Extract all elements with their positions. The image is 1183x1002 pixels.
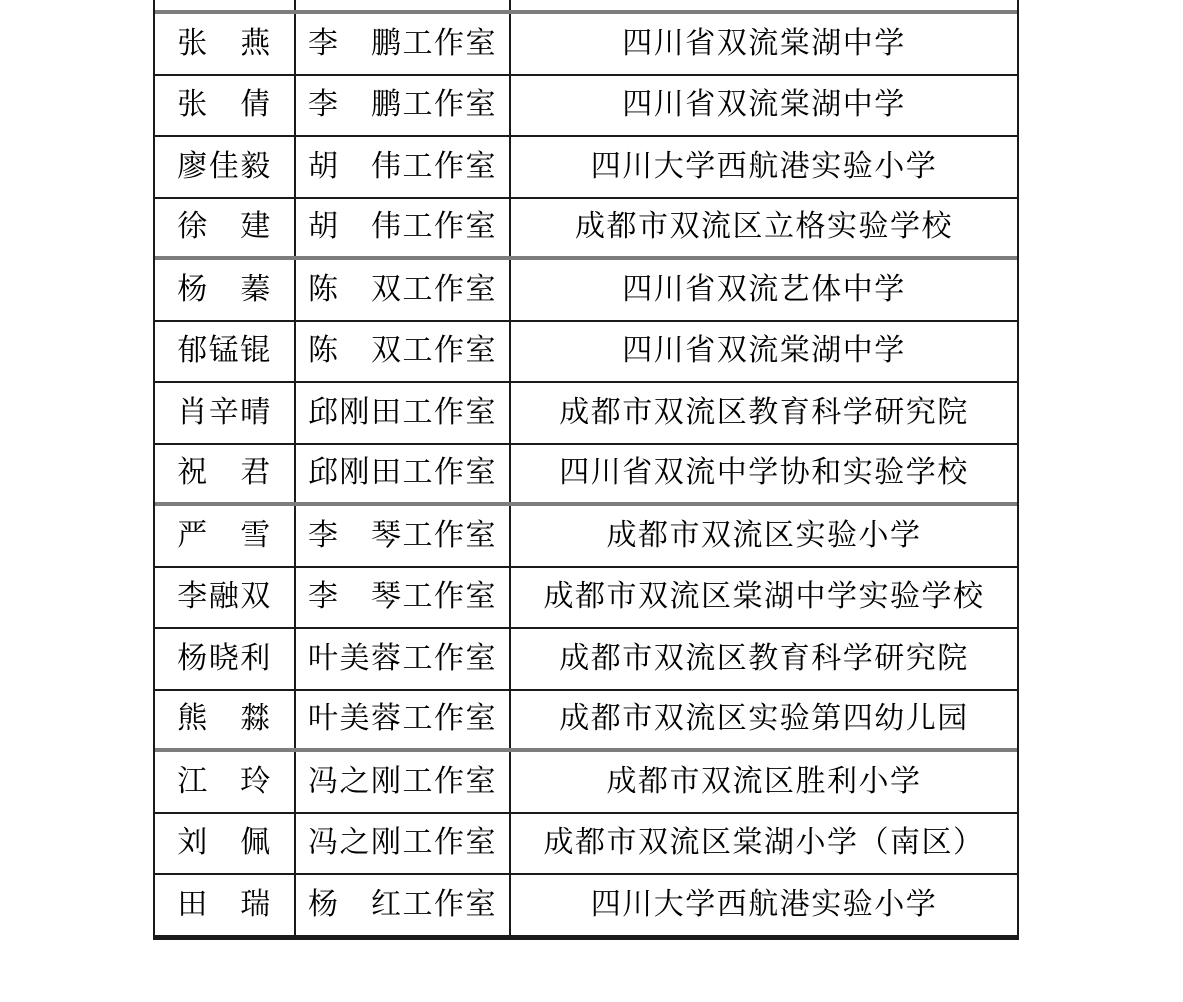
teacher-name: 李融双: [177, 580, 272, 614]
name-cell: [155, 752, 296, 812]
table-row: [155, 691, 1017, 753]
name-cell-inner: [155, 137, 294, 197]
school-cell: [511, 752, 1017, 812]
name-cell: [155, 199, 296, 257]
school-cell-inner: [511, 506, 1017, 566]
studio-cell: [296, 691, 511, 749]
table-row: [155, 629, 1017, 691]
studio-name: 冯之刚工作室: [308, 826, 497, 860]
school-cell: [511, 322, 1017, 382]
studio-name: 陈 双工作室: [308, 334, 497, 368]
studio-cell-inner: [296, 0, 509, 10]
studio-name: 李 琴工作室: [308, 518, 497, 552]
studio-cell: [296, 0, 511, 10]
name-cell: [155, 260, 296, 320]
studio-name: 胡 伟工作室: [308, 210, 497, 244]
name-cell: [155, 383, 296, 443]
studio-cell-inner: [296, 629, 509, 689]
school-cell-inner: [511, 76, 1017, 136]
studio-name: 李 琴工作室: [308, 580, 497, 614]
name-cell: [155, 76, 296, 136]
table-row: [155, 76, 1017, 138]
studio-name: 冯之刚工作室: [308, 764, 497, 798]
studio-cell-inner: [296, 814, 509, 874]
name-cell-inner: [155, 629, 294, 689]
table-row: [155, 445, 1017, 507]
teacher-name: 张 燕: [177, 26, 272, 60]
name-cell: [155, 629, 296, 689]
school-name: 四川省双流中学协和实验学校: [559, 456, 969, 490]
school-cell-inner: [511, 691, 1017, 749]
studio-cell-inner: [296, 506, 509, 566]
name-cell-inner: [155, 260, 294, 320]
name-cell-inner: [155, 199, 294, 257]
name-cell: [155, 568, 296, 628]
studio-cell: [296, 506, 511, 566]
studio-name: 叶美蓉工作室: [308, 641, 497, 675]
studio-cell-inner: [296, 14, 509, 74]
school-cell: [511, 137, 1017, 197]
table-row: [155, 137, 1017, 199]
school-cell: [511, 629, 1017, 689]
name-cell: [155, 0, 296, 10]
studio-name: 陈 双工作室: [308, 272, 497, 306]
school-cell: [511, 76, 1017, 136]
name-cell: [155, 691, 296, 749]
studio-cell: [296, 199, 511, 257]
teacher-name: 徐 建: [177, 210, 272, 244]
name-cell-inner: [155, 445, 294, 503]
teacher-name: 廖佳毅: [177, 149, 272, 183]
name-cell-inner: [155, 814, 294, 874]
teacher-name: 肖辛晴: [177, 395, 272, 429]
school-cell-inner: [511, 260, 1017, 320]
teacher-name: 江 玲: [177, 764, 272, 798]
school-cell-inner: [511, 568, 1017, 628]
school-cell: [511, 506, 1017, 566]
studio-name: 杨 红工作室: [308, 887, 497, 921]
school-cell-inner: [511, 322, 1017, 382]
school-cell-inner: [511, 14, 1017, 74]
school-cell: [511, 14, 1017, 74]
table-row: [155, 875, 1017, 937]
school-cell-inner: [511, 445, 1017, 503]
school-cell: [511, 875, 1017, 935]
name-cell: [155, 322, 296, 382]
table-row: [155, 260, 1017, 322]
studio-cell-inner: [296, 199, 509, 257]
studio-name: 邱刚田工作室: [308, 395, 497, 429]
teacher-name: 郁锰锟: [177, 334, 272, 368]
school-cell-inner: [511, 752, 1017, 812]
school-name: 四川省双流棠湖中学: [622, 88, 906, 122]
studio-cell: [296, 568, 511, 628]
studio-cell: [296, 629, 511, 689]
studio-name: 邱刚田工作室: [308, 456, 497, 490]
studio-cell: [296, 445, 511, 503]
school-name: 四川省双流棠湖中学: [622, 26, 906, 60]
table-row: [155, 0, 1017, 14]
studio-cell: [296, 76, 511, 136]
name-cell: [155, 875, 296, 935]
school-cell: [511, 260, 1017, 320]
school-cell-inner: [511, 137, 1017, 197]
name-cell: [155, 14, 296, 74]
school-cell: [511, 0, 1017, 10]
name-cell: [155, 137, 296, 197]
school-cell-inner: [511, 0, 1017, 10]
name-cell: [155, 445, 296, 503]
name-cell-inner: [155, 322, 294, 382]
studio-cell-inner: [296, 752, 509, 812]
name-cell-inner: [155, 76, 294, 136]
table-row: [155, 14, 1017, 76]
studio-cell: [296, 14, 511, 74]
name-cell-inner: [155, 383, 294, 443]
name-cell-inner: [155, 568, 294, 628]
studio-cell-inner: [296, 76, 509, 136]
school-cell: [511, 691, 1017, 749]
name-cell-inner: [155, 691, 294, 749]
studio-cell: [296, 752, 511, 812]
table-row: [155, 383, 1017, 445]
studio-cell-inner: [296, 568, 509, 628]
teacher-name: 田 瑞: [177, 887, 272, 921]
studio-cell-inner: [296, 137, 509, 197]
name-cell-inner: [155, 14, 294, 74]
school-name: 成都市双流区胜利小学: [606, 764, 922, 798]
studio-name: 李 鹏工作室: [308, 26, 497, 60]
teacher-name: 熊 㵘: [177, 702, 272, 736]
school-name: 四川省双流艺体中学: [622, 272, 906, 306]
school-name: 成都市双流区立格实验学校: [575, 210, 953, 244]
school-cell-inner: [511, 199, 1017, 257]
school-name: 四川省双流棠湖中学: [622, 334, 906, 368]
studio-cell: [296, 137, 511, 197]
table-row: [155, 752, 1017, 814]
teacher-name: 张 倩: [177, 88, 272, 122]
studio-cell-inner: [296, 383, 509, 443]
name-cell: [155, 814, 296, 874]
table-row: [155, 322, 1017, 384]
teacher-name: 祝 君: [177, 456, 272, 490]
school-cell-inner: [511, 383, 1017, 443]
roster-table: [153, 0, 1019, 940]
name-cell-inner: [155, 0, 294, 10]
studio-cell-inner: [296, 445, 509, 503]
name-cell-inner: [155, 752, 294, 812]
teacher-name: 杨 蓁: [177, 272, 272, 306]
school-name: 成都市双流区教育科学研究院: [559, 641, 969, 675]
studio-cell: [296, 322, 511, 382]
school-cell-inner: [511, 814, 1017, 874]
name-cell: [155, 506, 296, 566]
school-cell-inner: [511, 875, 1017, 935]
school-name: 成都市双流区棠湖中学实验学校: [543, 580, 985, 614]
studio-name: 胡 伟工作室: [308, 149, 497, 183]
name-cell-inner: [155, 506, 294, 566]
table-row: [155, 568, 1017, 630]
studio-cell-inner: [296, 691, 509, 749]
studio-cell: [296, 260, 511, 320]
teacher-name: 严 雪: [177, 518, 272, 552]
school-cell: [511, 445, 1017, 503]
teacher-name: 刘 佩: [177, 826, 272, 860]
school-cell: [511, 568, 1017, 628]
table-row: [155, 506, 1017, 568]
studio-cell-inner: [296, 875, 509, 935]
studio-name: 叶美蓉工作室: [308, 702, 497, 736]
school-name: 成都市双流区实验小学: [606, 518, 922, 552]
table-row: [155, 199, 1017, 261]
school-cell: [511, 814, 1017, 874]
school-cell: [511, 383, 1017, 443]
school-cell: [511, 199, 1017, 257]
studio-cell: [296, 875, 511, 935]
teacher-name: 杨晓利: [177, 641, 272, 675]
school-name: 成都市双流区实验第四幼儿园: [559, 702, 969, 736]
name-cell-inner: [155, 875, 294, 935]
studio-cell: [296, 383, 511, 443]
studio-cell: [296, 814, 511, 874]
school-cell-inner: [511, 629, 1017, 689]
school-name: 四川大学西航港实验小学: [590, 887, 938, 921]
studio-cell-inner: [296, 260, 509, 320]
school-name: 成都市双流区棠湖小学（南区）: [543, 826, 985, 860]
school-name: 成都市双流区教育科学研究院: [559, 395, 969, 429]
school-name: 四川大学西航港实验小学: [590, 149, 938, 183]
studio-cell-inner: [296, 322, 509, 382]
table-row: [155, 814, 1017, 876]
studio-name: 李 鹏工作室: [308, 88, 497, 122]
